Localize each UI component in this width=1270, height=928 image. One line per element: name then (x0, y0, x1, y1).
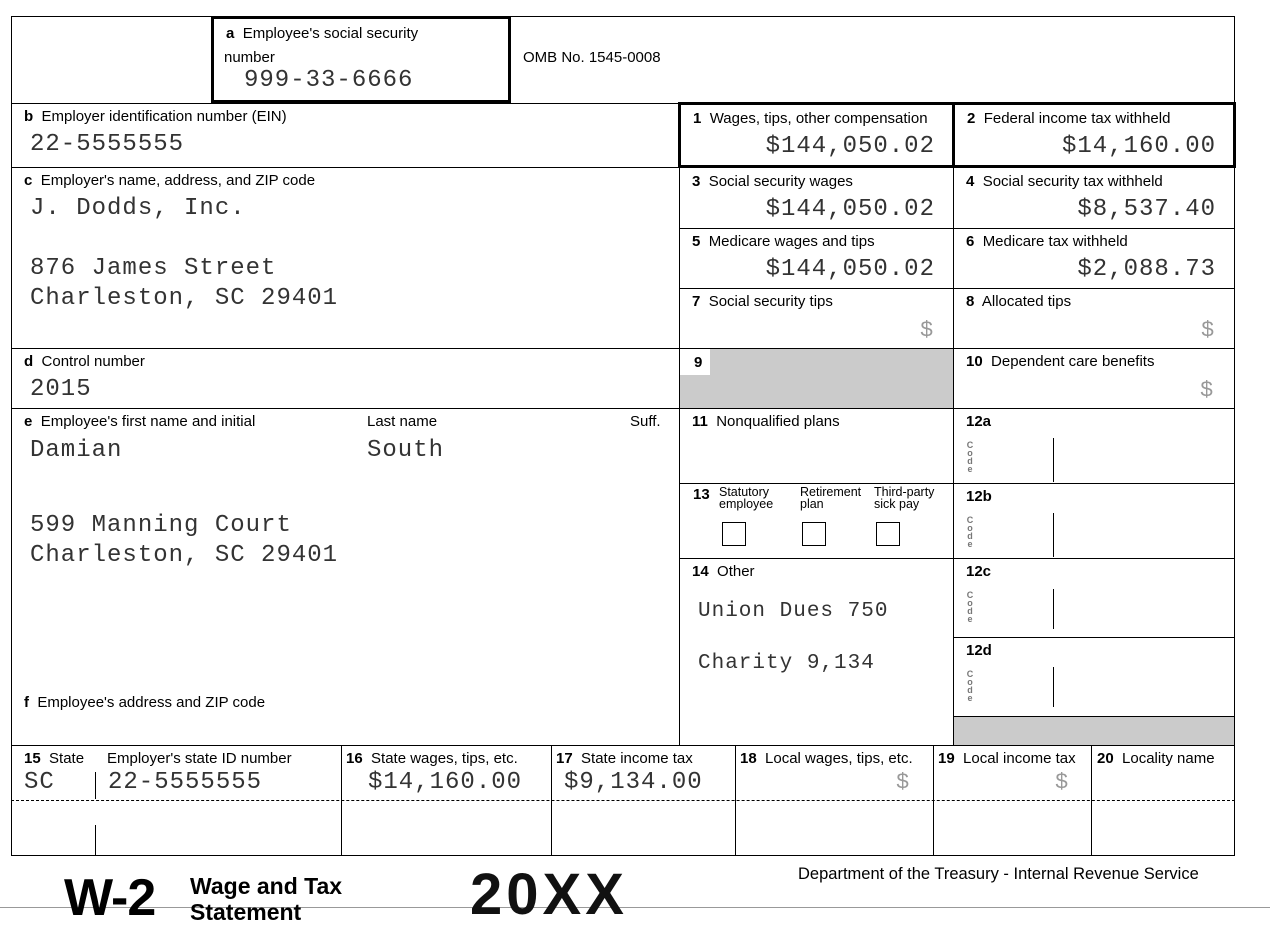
employee-city[interactable]: Charleston, SC 29401 (30, 542, 339, 569)
thirdparty-checkbox[interactable] (876, 522, 900, 546)
box-15-label: State (49, 750, 85, 767)
box-number: 19 (938, 750, 955, 767)
box-number: 18 (740, 750, 757, 767)
form-title: Wage and Tax (190, 873, 343, 899)
box-letter: c (24, 172, 33, 189)
box-number: 3 (692, 173, 701, 190)
box-number: 17 (556, 750, 573, 767)
box-number: 4 (966, 173, 975, 190)
treasury-dept: Department of the Treasury - Internal Revenue Service (798, 865, 1199, 883)
box-14-label: Other (717, 563, 755, 580)
box-d-label: Control number (41, 353, 145, 370)
box-letter: e (24, 413, 33, 430)
box-20-label: Locality name (1122, 750, 1215, 767)
employee-last-name[interactable]: South (367, 437, 445, 464)
employer-name[interactable]: J. Dodds, Inc. (30, 195, 246, 222)
box-7-label: Social security tips (708, 293, 833, 310)
state-tax-value[interactable]: $9,134.00 (564, 769, 703, 796)
wages-value[interactable]: $144,050.02 (765, 133, 935, 160)
box-1-label: Wages, tips, other compensation (709, 110, 928, 127)
box-9-shade (680, 349, 953, 408)
box-letter: f (24, 694, 29, 711)
box-18-label: Local wages, tips, etc. (765, 750, 913, 767)
code-label: C o d e (966, 515, 974, 549)
ss-tax-value[interactable]: $8,537.40 (1077, 196, 1216, 223)
employee-ssn[interactable]: 999-33-6666 (244, 67, 414, 94)
medicare-tax-value[interactable]: $2,088.73 (1077, 256, 1216, 283)
last-name-label: Last name (367, 413, 438, 430)
box-b-label: Employer identification number (EIN) (41, 108, 287, 125)
box-3-label: Social security wages (708, 173, 853, 190)
box-number: 12b (966, 488, 992, 505)
box-number: 10 (966, 353, 983, 370)
box-number: 5 (692, 233, 701, 250)
box-letter: a (226, 25, 235, 42)
statutory-checkbox[interactable] (722, 522, 746, 546)
code-label: C o d e (966, 590, 974, 624)
box-f-label: Employee's address and ZIP code (37, 694, 266, 711)
box-number: 13 (693, 486, 710, 503)
retirement-checkbox[interactable] (802, 522, 826, 546)
box-e-label: Employee's first name and initial (40, 413, 256, 430)
box-number: 20 (1097, 750, 1114, 767)
employee-street[interactable]: 599 Manning Court (30, 512, 292, 539)
federal-tax-value[interactable]: $14,160.00 (1061, 133, 1216, 160)
box-number: 8 (966, 293, 975, 310)
state-wages-value[interactable]: $14,160.00 (368, 769, 523, 796)
form-year: 20XX (470, 862, 628, 927)
box-8-label: Allocated tips (981, 293, 1072, 310)
box-a-label: Employee's social security (242, 25, 419, 42)
box-12-bottom-shade (954, 717, 1234, 745)
box-2-label: Federal income tax withheld (983, 110, 1171, 127)
box-number: 9 (694, 354, 703, 371)
box-5-label: Medicare wages and tips (708, 233, 875, 250)
box-number: 12a (966, 413, 992, 430)
box-number: 11 (692, 413, 708, 430)
state-value[interactable]: SC (24, 769, 55, 796)
employee-first-name[interactable]: Damian (30, 437, 123, 464)
box-6-label: Medicare tax withheld (982, 233, 1128, 250)
box-number: 6 (966, 233, 975, 250)
box-4-label: Social security tax withheld (982, 173, 1163, 190)
box-11-label: Nonqualified plans (716, 413, 840, 430)
box-number: 2 (967, 110, 976, 127)
other-line-1[interactable]: Union Dues 750 (698, 600, 889, 623)
suffix-label: Suff. (630, 413, 661, 430)
state-id-label: Employer's state ID number (107, 750, 292, 767)
medicare-wages-value[interactable]: $144,050.02 (765, 256, 935, 283)
box-number: 14 (692, 563, 709, 580)
box-10-label: Dependent care benefits (991, 353, 1155, 370)
code-label: C o d e (966, 669, 974, 703)
control-number[interactable]: 2015 (30, 376, 92, 403)
box-19-label: Local income tax (963, 750, 1076, 767)
thirdparty-label: Third-party sick pay (874, 485, 935, 511)
omb-number: OMB No. 1545-0008 (523, 49, 661, 66)
box-17-label: State income tax (581, 750, 693, 767)
employer-street[interactable]: 876 James Street (30, 255, 277, 282)
ss-wages-value[interactable]: $144,050.02 (765, 196, 935, 223)
retirement-label: Retirement plan (800, 485, 862, 511)
box-16-label: State wages, tips, etc. (371, 750, 518, 767)
code-label: C o d e (966, 440, 974, 474)
box-number: 16 (346, 750, 363, 767)
state-id-value[interactable]: 22-5555555 (108, 769, 263, 796)
dollar-icon[interactable]: $ (1200, 378, 1214, 403)
form-title-2: Statement (190, 899, 302, 925)
box-number: 12c (966, 563, 992, 580)
box-letter: d (24, 353, 34, 370)
employer-ein[interactable]: 22-5555555 (30, 131, 185, 158)
form-name: W-2 (64, 869, 156, 927)
employer-city[interactable]: Charleston, SC 29401 (30, 285, 339, 312)
box-letter: b (24, 108, 34, 125)
dollar-icon[interactable]: $ (1055, 770, 1069, 795)
box-a-label-2: number (224, 49, 275, 66)
box-number: 15 (24, 750, 41, 767)
other-line-2[interactable]: Charity 9,134 (698, 652, 875, 675)
dollar-icon[interactable]: $ (1201, 318, 1215, 343)
box-number: 7 (692, 293, 701, 310)
box-c-label: Employer's name, address, and ZIP code (40, 172, 316, 189)
dollar-icon[interactable]: $ (920, 318, 934, 343)
dollar-icon[interactable]: $ (896, 770, 910, 795)
box-number: 1 (693, 110, 702, 127)
box-number: 12d (966, 642, 992, 659)
statutory-label: Statutory employee (719, 485, 774, 511)
